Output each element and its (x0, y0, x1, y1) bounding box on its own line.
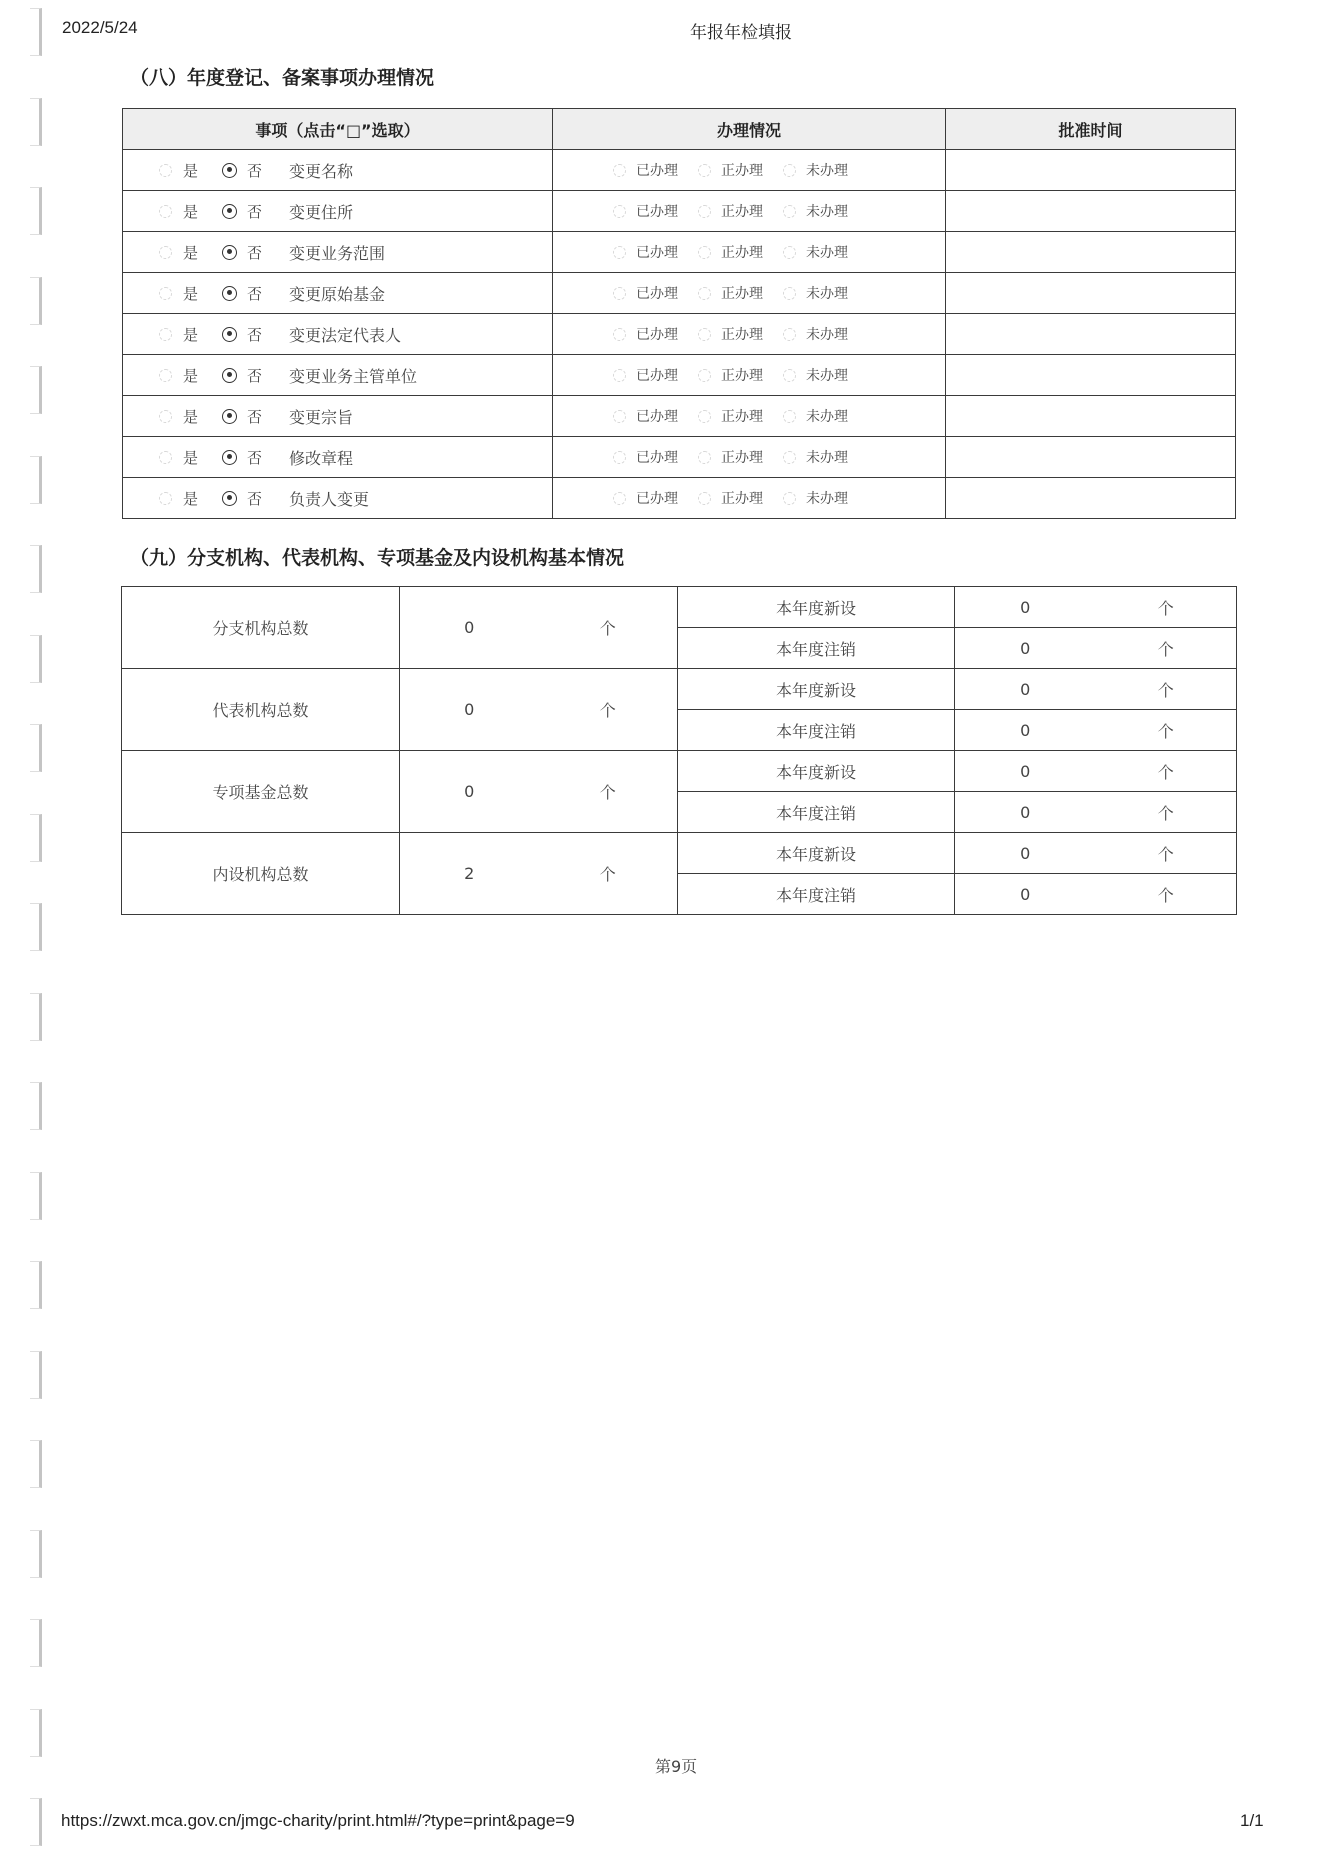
status-inprogress-radio[interactable] (698, 287, 711, 300)
status-inprogress-label: 正办理 (721, 491, 763, 507)
no-radio[interactable] (222, 163, 237, 178)
status-done-radio[interactable] (613, 246, 626, 259)
total-cell (400, 751, 678, 833)
no-label: 否 (247, 284, 263, 303)
binder-mark (30, 8, 42, 56)
status-inprogress-label: 正办理 (721, 286, 763, 302)
table-row (123, 191, 1236, 232)
binder-mark (30, 993, 42, 1041)
approval-time-cell[interactable] (946, 150, 1236, 191)
binder-mark (30, 1082, 42, 1130)
table-header-row (123, 109, 1236, 150)
status-notdone-label: 未办理 (806, 286, 848, 302)
new-cell (955, 587, 1237, 628)
status-inprogress-radio[interactable] (698, 205, 711, 218)
approval-time-cell[interactable] (946, 314, 1236, 355)
binder-mark (30, 366, 42, 414)
unit-label: 个 (1157, 680, 1174, 700)
status-notdone-label: 未办理 (806, 327, 848, 343)
table-row (123, 150, 1236, 191)
binder-mark (30, 724, 42, 772)
yes-radio[interactable] (159, 451, 172, 464)
cancel-cell (955, 874, 1237, 915)
binder-mark (30, 277, 42, 325)
status-notdone-radio[interactable] (783, 492, 796, 505)
total-cell (400, 669, 678, 751)
status-done-label: 已办理 (636, 327, 678, 343)
yes-radio[interactable] (159, 287, 172, 300)
yes-radio[interactable] (159, 492, 172, 505)
table-row (123, 396, 1236, 437)
yes-label: 是 (183, 489, 199, 508)
yes-radio[interactable] (159, 410, 172, 423)
yes-label: 是 (183, 284, 199, 303)
institutions-table (121, 586, 1237, 915)
institution-type: 专项基金总数 (122, 751, 400, 833)
status-done-radio[interactable] (613, 451, 626, 464)
yes-radio[interactable] (159, 246, 172, 259)
new-label: 本年度新设 (678, 751, 955, 792)
status-done-radio[interactable] (613, 410, 626, 423)
unit-label: 个 (1157, 844, 1174, 864)
approval-time-cell[interactable] (946, 191, 1236, 232)
yes-label: 是 (183, 243, 199, 262)
status-done-radio[interactable] (613, 492, 626, 505)
cancel-label: 本年度注销 (678, 874, 955, 915)
binder-mark (30, 1440, 42, 1488)
item-cell (123, 355, 553, 396)
status-done-radio[interactable] (613, 205, 626, 218)
new-cell (955, 669, 1237, 710)
binder-mark (30, 1172, 42, 1220)
status-inprogress-radio[interactable] (698, 410, 711, 423)
new-cell (955, 751, 1237, 792)
item-name: 变更宗旨 (289, 407, 354, 427)
yes-label: 是 (183, 161, 199, 180)
total-value[interactable]: 0 (464, 618, 475, 637)
total-cell (400, 587, 678, 669)
item-name: 变更住所 (289, 202, 354, 222)
status-notdone-radio[interactable] (783, 246, 796, 259)
status-cell (553, 150, 946, 191)
new-value[interactable]: 0 (1020, 597, 1031, 617)
table-row (123, 232, 1236, 273)
status-inprogress-radio[interactable] (698, 328, 711, 341)
item-name: 变更业务范围 (289, 243, 386, 263)
item-cell (123, 232, 553, 273)
status-cell (553, 478, 946, 519)
print-date: 2022/5/24 (62, 18, 138, 37)
item-cell (123, 478, 553, 519)
item-cell (123, 273, 553, 314)
table-row (123, 273, 1236, 314)
unit-label: 个 (599, 619, 616, 638)
approval-time-cell[interactable] (946, 273, 1236, 314)
unit-label: 个 (599, 783, 616, 802)
table-row (123, 478, 1236, 519)
section8-title: （八）年度登记、备案事项办理情况 (130, 67, 435, 89)
binder-mark (30, 1530, 42, 1578)
status-cell (553, 314, 946, 355)
binder-mark (30, 635, 42, 683)
no-label: 否 (247, 202, 263, 221)
institution-type: 代表机构总数 (122, 669, 400, 751)
approval-time-cell[interactable] (946, 232, 1236, 273)
column-header-status: 办理情况 (553, 109, 946, 150)
section9-title: （九）分支机构、代表机构、专项基金及内设机构基本情况 (130, 547, 625, 569)
status-done-label: 已办理 (636, 368, 678, 384)
item-name: 变更原始基金 (289, 284, 386, 304)
status-inprogress-label: 正办理 (721, 163, 763, 179)
status-inprogress-label: 正办理 (721, 450, 763, 466)
table-row (122, 587, 1237, 628)
unit-label: 个 (1157, 885, 1174, 905)
binder-mark (30, 545, 42, 593)
page-number: 第9页 (655, 1757, 698, 1776)
no-radio[interactable] (222, 286, 237, 301)
cancel-cell (955, 792, 1237, 833)
item-name: 变更名称 (289, 161, 354, 181)
status-cell (553, 355, 946, 396)
binder-mark (30, 814, 42, 862)
no-radio[interactable] (222, 204, 237, 219)
status-notdone-label: 未办理 (806, 409, 848, 425)
status-inprogress-label: 正办理 (721, 245, 763, 261)
total-cell (400, 833, 678, 915)
total-value[interactable]: 2 (464, 864, 475, 883)
status-done-radio[interactable] (613, 164, 626, 177)
cancel-value[interactable]: 0 (1020, 638, 1031, 658)
status-cell (553, 396, 946, 437)
yes-radio[interactable] (159, 205, 172, 218)
status-notdone-label: 未办理 (806, 163, 848, 179)
approval-time-cell[interactable] (946, 478, 1236, 519)
binder-mark (30, 456, 42, 504)
status-notdone-radio[interactable] (783, 328, 796, 341)
status-notdone-label: 未办理 (806, 245, 848, 261)
status-done-label: 已办理 (636, 450, 678, 466)
cancel-cell (955, 710, 1237, 751)
status-inprogress-label: 正办理 (721, 204, 763, 220)
status-inprogress-label: 正办理 (721, 327, 763, 343)
binder-mark (30, 98, 42, 146)
unit-label: 个 (1157, 762, 1174, 782)
status-notdone-radio[interactable] (783, 205, 796, 218)
unit-label: 个 (1157, 639, 1174, 659)
unit-label: 个 (1157, 803, 1174, 823)
no-radio[interactable] (222, 368, 237, 383)
status-cell (553, 191, 946, 232)
no-label: 否 (247, 325, 263, 344)
status-inprogress-radio[interactable] (698, 369, 711, 382)
binder-mark (30, 1798, 42, 1846)
no-radio[interactable] (222, 450, 237, 465)
status-notdone-radio[interactable] (783, 287, 796, 300)
binder-mark (30, 1709, 42, 1757)
page-count: 1/1 (1240, 1811, 1264, 1830)
yes-label: 是 (183, 325, 199, 344)
yes-radio[interactable] (159, 328, 172, 341)
item-name: 负责人变更 (289, 489, 370, 509)
item-name: 修改章程 (289, 448, 354, 468)
approval-time-cell[interactable] (946, 396, 1236, 437)
no-label: 否 (247, 243, 263, 262)
new-label: 本年度新设 (678, 833, 955, 874)
table-row (122, 751, 1237, 792)
table-row (123, 437, 1236, 478)
column-header-item: 事项（点击“□”选取） (123, 109, 553, 150)
yes-radio[interactable] (159, 369, 172, 382)
approval-time-cell[interactable] (946, 355, 1236, 396)
no-label: 否 (247, 489, 263, 508)
item-cell (123, 437, 553, 478)
binder-mark (30, 903, 42, 951)
cancel-value[interactable]: 0 (1020, 884, 1031, 904)
no-label: 否 (247, 407, 263, 426)
item-cell (123, 191, 553, 232)
table-row (123, 355, 1236, 396)
status-done-label: 已办理 (636, 245, 678, 261)
yes-label: 是 (183, 407, 199, 426)
item-cell (123, 150, 553, 191)
status-inprogress-radio[interactable] (698, 246, 711, 259)
status-cell (553, 437, 946, 478)
status-notdone-radio[interactable] (783, 410, 796, 423)
yes-radio[interactable] (159, 164, 172, 177)
table-row (122, 833, 1237, 874)
status-notdone-radio[interactable] (783, 451, 796, 464)
institution-type: 分支机构总数 (122, 587, 400, 669)
status-cell (553, 232, 946, 273)
cancel-cell (955, 628, 1237, 669)
unit-label: 个 (1157, 721, 1174, 741)
institution-type: 内设机构总数 (122, 833, 400, 915)
total-value[interactable]: 0 (464, 782, 475, 801)
no-radio[interactable] (222, 245, 237, 260)
status-notdone-label: 未办理 (806, 204, 848, 220)
binder-mark (30, 1619, 42, 1667)
status-done-label: 已办理 (636, 204, 678, 220)
status-done-label: 已办理 (636, 163, 678, 179)
binder-mark (30, 1351, 42, 1399)
status-done-label: 已办理 (636, 286, 678, 302)
new-value[interactable]: 0 (1020, 843, 1031, 863)
status-inprogress-label: 正办理 (721, 409, 763, 425)
unit-label: 个 (599, 701, 616, 720)
yes-label: 是 (183, 448, 199, 467)
binder-mark (30, 1261, 42, 1309)
cancel-value[interactable]: 0 (1020, 802, 1031, 822)
status-done-radio[interactable] (613, 328, 626, 341)
yes-label: 是 (183, 366, 199, 385)
yes-label: 是 (183, 202, 199, 221)
no-radio[interactable] (222, 409, 237, 424)
table-row (123, 314, 1236, 355)
item-name: 变更法定代表人 (289, 325, 402, 345)
new-value[interactable]: 0 (1020, 761, 1031, 781)
unit-label: 个 (599, 865, 616, 884)
cancel-value[interactable]: 0 (1020, 720, 1031, 740)
status-done-radio[interactable] (613, 369, 626, 382)
no-label: 否 (247, 161, 263, 180)
total-value[interactable]: 0 (464, 700, 475, 719)
column-header-approval-time: 批准时间 (946, 109, 1236, 150)
no-label: 否 (247, 366, 263, 385)
registration-items-table (122, 108, 1236, 519)
status-inprogress-radio[interactable] (698, 492, 711, 505)
status-notdone-label: 未办理 (806, 450, 848, 466)
status-notdone-label: 未办理 (806, 491, 848, 507)
new-label: 本年度新设 (678, 587, 955, 628)
no-label: 否 (247, 448, 263, 467)
item-cell (123, 396, 553, 437)
page-title: 年报年检填报 (690, 23, 792, 43)
cancel-label: 本年度注销 (678, 710, 955, 751)
table-row (122, 669, 1237, 710)
unit-label: 个 (1157, 598, 1174, 618)
status-inprogress-radio[interactable] (698, 451, 711, 464)
page-url: https://zwxt.mca.gov.cn/jmgc-charity/print.html#/?type=print&page=9 (61, 1811, 575, 1830)
status-inprogress-label: 正办理 (721, 368, 763, 384)
cancel-label: 本年度注销 (678, 792, 955, 833)
item-name: 变更业务主管单位 (289, 366, 418, 386)
status-notdone-label: 未办理 (806, 368, 848, 384)
approval-time-cell[interactable] (946, 437, 1236, 478)
new-label: 本年度新设 (678, 669, 955, 710)
item-cell (123, 314, 553, 355)
no-radio[interactable] (222, 491, 237, 506)
new-value[interactable]: 0 (1020, 679, 1031, 699)
status-notdone-radio[interactable] (783, 164, 796, 177)
no-radio[interactable] (222, 327, 237, 342)
status-cell (553, 273, 946, 314)
status-done-label: 已办理 (636, 409, 678, 425)
status-notdone-radio[interactable] (783, 369, 796, 382)
new-cell (955, 833, 1237, 874)
cancel-label: 本年度注销 (678, 628, 955, 669)
status-inprogress-radio[interactable] (698, 164, 711, 177)
status-done-label: 已办理 (636, 491, 678, 507)
binder-mark (30, 187, 42, 235)
status-done-radio[interactable] (613, 287, 626, 300)
